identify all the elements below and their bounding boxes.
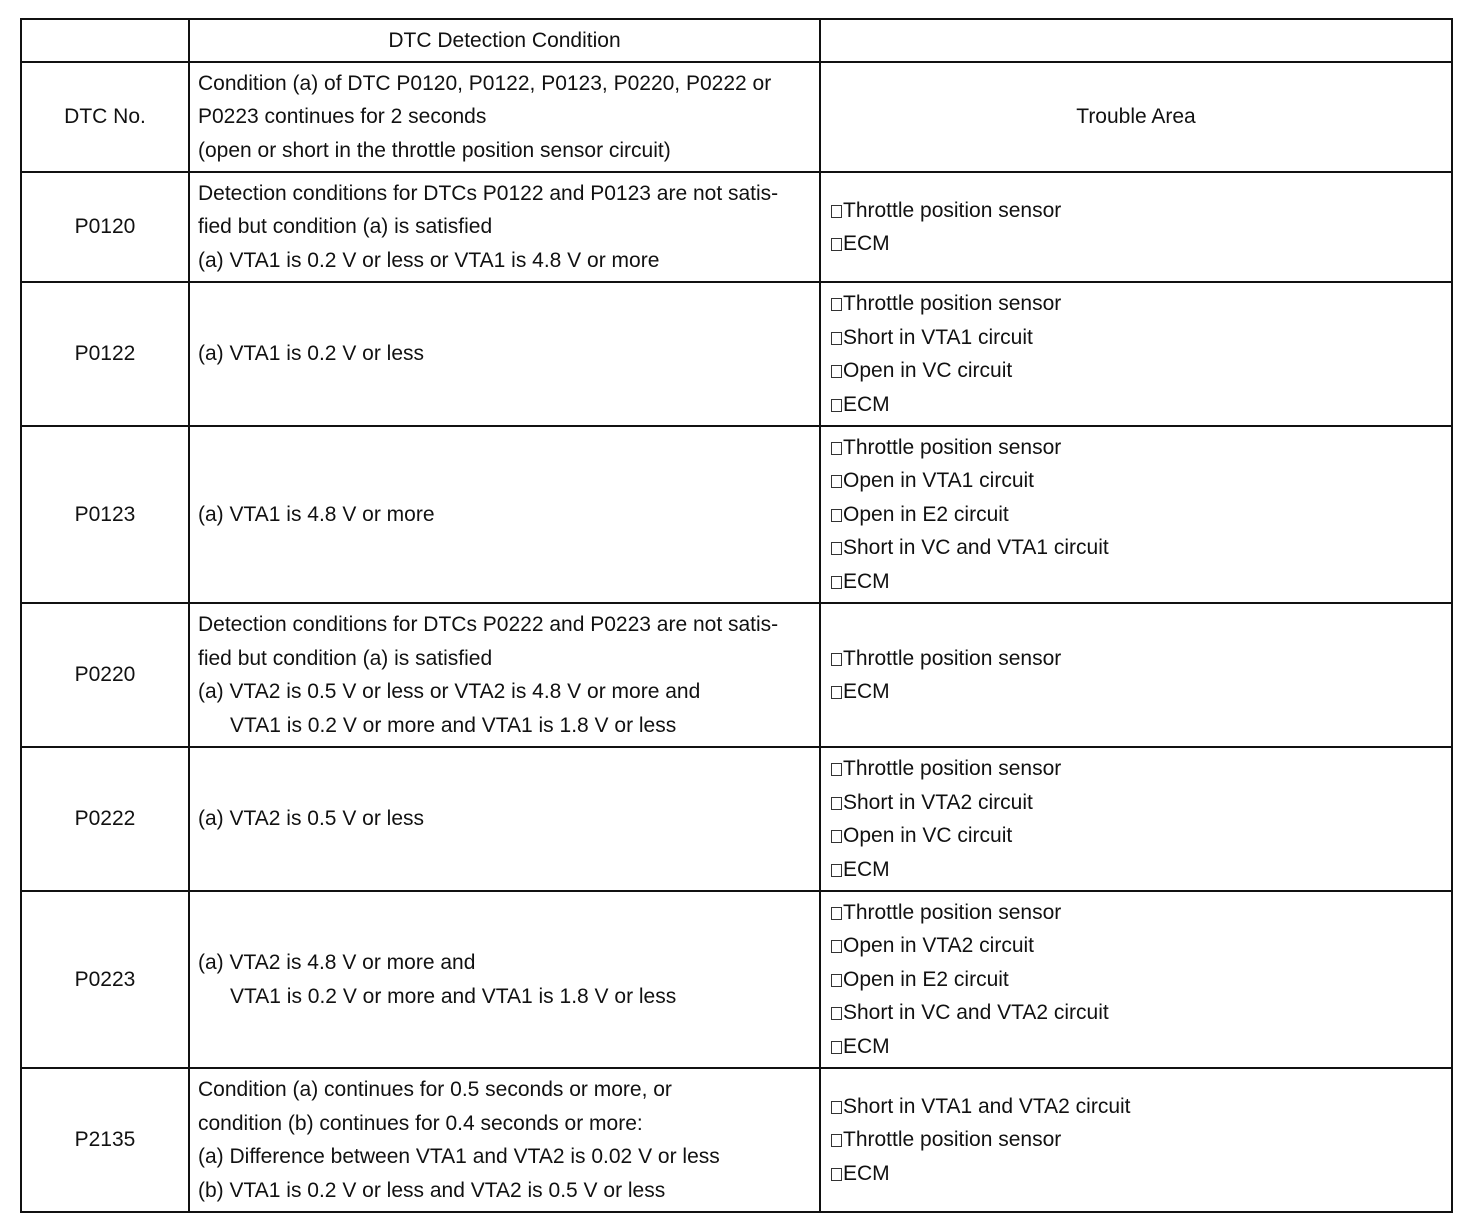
dtc-row [21, 1068, 1452, 1212]
dtc-code: P2135 [21, 1068, 189, 1212]
trouble-area-item: ECM [831, 675, 1451, 709]
detection-condition-title: DTC Detection Condition [189, 19, 820, 62]
dtc-row [21, 172, 1452, 282]
condition-line: (a) VTA1 is 4.8 V or more [198, 502, 435, 526]
detection-condition-cell [189, 282, 820, 426]
trouble-area-cell [820, 603, 1452, 747]
trouble-area-item: Open in VC circuit [831, 354, 1451, 388]
general-condition-line: P0223 continues for 2 seconds [198, 105, 487, 129]
trouble-area-item: Throttle position sensor [831, 431, 1451, 465]
trouble-area-item: ECM [831, 1157, 1451, 1191]
trouble-area-item: Short in VTA1 circuit [831, 321, 1451, 355]
condition-line: fied but condition (a) is satisfied [198, 646, 493, 670]
header-blank-cell [21, 19, 189, 62]
dtc-code: P0220 [21, 603, 189, 747]
condition-line: VTA1 is 0.2 V or more and VTA1 is 1.8 V or less [230, 713, 677, 737]
dtc-table [20, 18, 1453, 1213]
condition-line: (a) VTA2 is 0.5 V or less or VTA2 is 4.8 V or more and [198, 680, 701, 703]
header-row-top [21, 19, 1452, 62]
general-condition-line: (open or short in the throttle position sensor circuit) [198, 138, 671, 162]
dtc-code: P0122 [21, 282, 189, 426]
dtc-row [21, 747, 1452, 891]
condition-line: (a) VTA2 is 4.8 V or more and [198, 951, 476, 974]
trouble-area-item: Throttle position sensor [831, 1123, 1451, 1157]
trouble-area-cell [820, 172, 1452, 282]
detection-condition-cell [189, 891, 820, 1068]
trouble-area-item: Short in VTA1 and VTA2 circuit [831, 1090, 1451, 1124]
trouble-area-item: ECM [831, 853, 1451, 887]
condition-line: (a) VTA1 is 0.2 V or less or VTA1 is 4.8 V or more [198, 248, 660, 272]
condition-line: Condition (a) continues for 0.5 seconds or more, or [198, 1078, 672, 1101]
trouble-area-item: ECM [831, 1030, 1451, 1064]
trouble-area-cell [820, 1068, 1452, 1212]
condition-line: (a) Difference between VTA1 and VTA2 is 0.02 V or less [198, 1145, 720, 1168]
trouble-area-item: Open in VTA1 circuit [831, 464, 1451, 498]
trouble-area-header: Trouble Area [820, 62, 1452, 172]
trouble-area-cell [820, 282, 1452, 426]
condition-line: (a) VTA1 is 0.2 V or less [198, 342, 425, 366]
dtc-code: P0222 [21, 747, 189, 891]
dtc-code: P0223 [21, 891, 189, 1068]
dtc-no-header: DTC No. [21, 62, 189, 172]
trouble-area-item: Throttle position sensor [831, 896, 1451, 930]
trouble-area-item: ECM [831, 227, 1451, 261]
detection-condition-cell [189, 603, 820, 747]
condition-line: fied but condition (a) is satisfied [198, 215, 493, 239]
trouble-area-item: ECM [831, 565, 1451, 599]
trouble-area-item: Open in VTA2 circuit [831, 929, 1451, 963]
trouble-area-item: Throttle position sensor [831, 752, 1451, 786]
trouble-area-item: Open in VC circuit [831, 819, 1451, 853]
dtc-row [21, 282, 1452, 426]
trouble-area-item: Open in E2 circuit [831, 963, 1451, 997]
trouble-area-item: Short in VTA2 circuit [831, 786, 1451, 820]
trouble-area-cell [820, 747, 1452, 891]
condition-line: (a) VTA2 is 0.5 V or less [198, 807, 425, 831]
detection-condition-cell [189, 426, 820, 603]
header-row-main [21, 62, 1452, 172]
trouble-area-cell [820, 426, 1452, 603]
dtc-code: P0123 [21, 426, 189, 603]
condition-line: Detection conditions for DTCs P0222 and P0223 are not satis- [198, 613, 779, 636]
condition-line: (b) VTA1 is 0.2 V or less and VTA2 is 0.5 V or less [198, 1178, 666, 1202]
trouble-area-cell [820, 891, 1452, 1068]
condition-line: Detection conditions for DTCs P0122 and P0123 are not satis- [198, 181, 779, 205]
dtc-row [21, 603, 1452, 747]
detection-condition-cell [189, 172, 820, 282]
trouble-area-item: Short in VC and VTA1 circuit [831, 531, 1451, 565]
general-condition-cell [189, 62, 820, 172]
condition-line: VTA1 is 0.2 V or more and VTA1 is 1.8 V or less [230, 984, 677, 1008]
detection-condition-cell [189, 747, 820, 891]
trouble-area-item: Short in VC and VTA2 circuit [831, 996, 1451, 1030]
dtc-code: P0120 [21, 172, 189, 282]
detection-condition-cell [189, 1068, 820, 1212]
trouble-area-item: Throttle position sensor [831, 194, 1451, 228]
header-blank-cell [820, 19, 1452, 62]
trouble-area-item: Throttle position sensor [831, 642, 1451, 676]
general-condition-line: Condition (a) of DTC P0120, P0122, P0123, P0220, P0222 or [198, 71, 772, 95]
dtc-row [21, 426, 1452, 603]
dtc-row [21, 891, 1452, 1068]
trouble-area-item: Throttle position sensor [831, 287, 1451, 321]
condition-line: condition (b) continues for 0.4 seconds or more: [198, 1111, 643, 1135]
trouble-area-item: ECM [831, 388, 1451, 422]
dtc-table-body [21, 19, 1452, 1212]
trouble-area-item: Open in E2 circuit [831, 498, 1451, 532]
